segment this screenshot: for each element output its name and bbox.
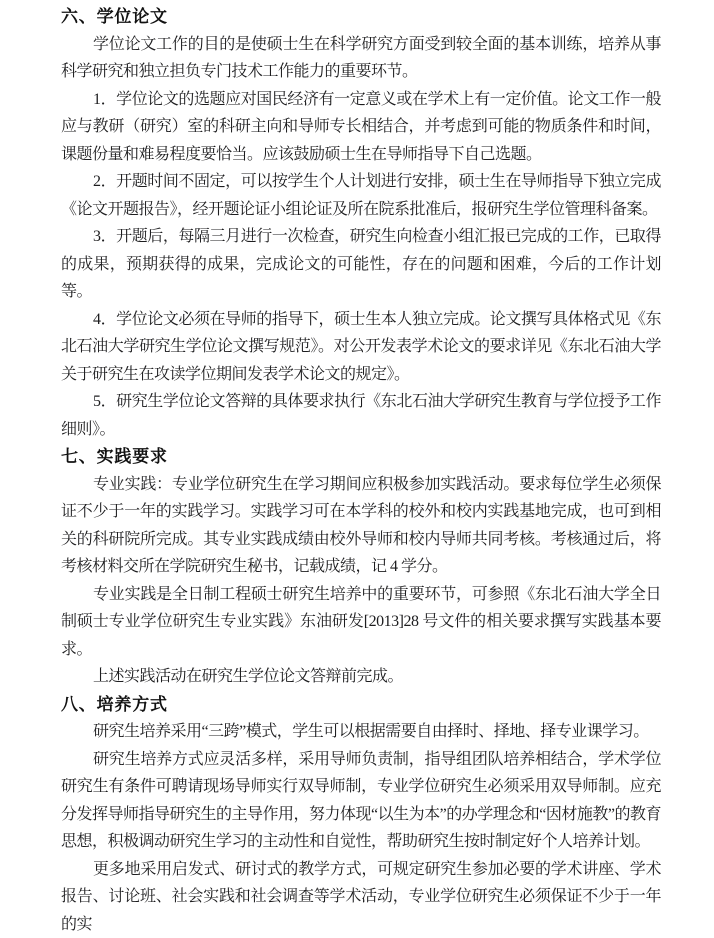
paragraph: 2．开题时间不固定，可以按学生个人计划进行安排，硕士生在导师指导下独立完成《论文开题报告》，经开题论证小组论证及所在院系批准后，报研究生学位管理科备案。 [61,168,661,223]
paragraph: 研究生培养方式应灵活多样，采用导师负责制，指导组团队培养相结合，学术学位研究生有条件可聘请现场导师实行双导师制，专业学位研究生必须采用双导师制。应充分发挥导师指导研究生的主导作用，努力体现“以生为本”的办学理念和“因材施教”的教育思想，积极调动研究生学习的主动性和自觉性，帮助研究生按时制定好个人培养计划。 [61,746,661,856]
section-degree-thesis [61,3,661,443]
paragraph: 5．研究生学位论文答辩的具体要求执行《东北石油大学研究生教育与学位授予工作细则》。 [61,388,661,443]
section-heading-degree-thesis: 六、学位论文 [61,3,661,31]
section-heading-training-mode: 八、培养方式 [61,691,661,719]
document-body [61,3,661,938]
paragraph: 专业实践：专业学位研究生在学习期间应积极参加实践活动。要求每位学生必须保证不少于一年的实践学习。实践学习可在本学科的校外和校内实践基地完成，也可到相关的科研院所完成。其专业实践成绩由校外导师和校内导师共同考核。考核通过后，将考核材料交所在学院研究生秘书，记载成绩，记 4 学分。 [61,471,661,581]
paragraph: 研究生培养采用“三跨”模式，学生可以根据需要自由择时、择地、择专业课学习。 [61,718,661,746]
paragraph: 专业实践是全日制工程硕士研究生培养中的重要环节，可参照《东北石油大学全日制硕士专业学位研究生专业实践》东油研发[2013]28 号文件的相关要求撰写实践基本要求。 [61,581,661,664]
paragraph: 4．学位论文必须在导师的指导下，硕士生本人独立完成。论文撰写具体格式见《东北石油大学研究生学位论文撰写规范》。对公开发表学术论文的要求详见《东北石油大学关于研究生在攻读学位期间发表学术论文的规定》。 [61,306,661,389]
paragraph: 学位论文工作的目的是使硕士生在科学研究方面受到较全面的基本训练，培养从事科学研究和独立担负专门技术工作能力的重要环节。 [61,31,661,86]
paragraph: 1．学位论文的选题应对国民经济有一定意义或在学术上有一定价值。论文工作一般应与教研（研究）室的科研主向和导师专长相结合，并考虑到可能的物质条件和时间，课题份量和难易程度要恰当。应该鼓励硕士生在导师指导下自己选题。 [61,86,661,169]
paragraph: 更多地采用启发式、研讨式的教学方式，可规定研究生参加必要的学术讲座、学术报告、讨论班、社会实践和社会调查等学术活动，专业学位研究生必须保证不少于一年的实 [61,856,661,938]
section-practice-requirements [61,443,661,691]
paragraph: 3．开题后，每隔三月进行一次检查，研究生向检查小组汇报已完成的工作，已取得的成果，预期获得的成果，完成论文的可能性，存在的问题和困难，今后的工作计划等。 [61,223,661,306]
section-heading-practice-requirements: 七、实践要求 [61,443,661,471]
paragraph: 上述实践活动在研究生学位论文答辩前完成。 [61,663,661,691]
section-training-mode [61,691,661,938]
